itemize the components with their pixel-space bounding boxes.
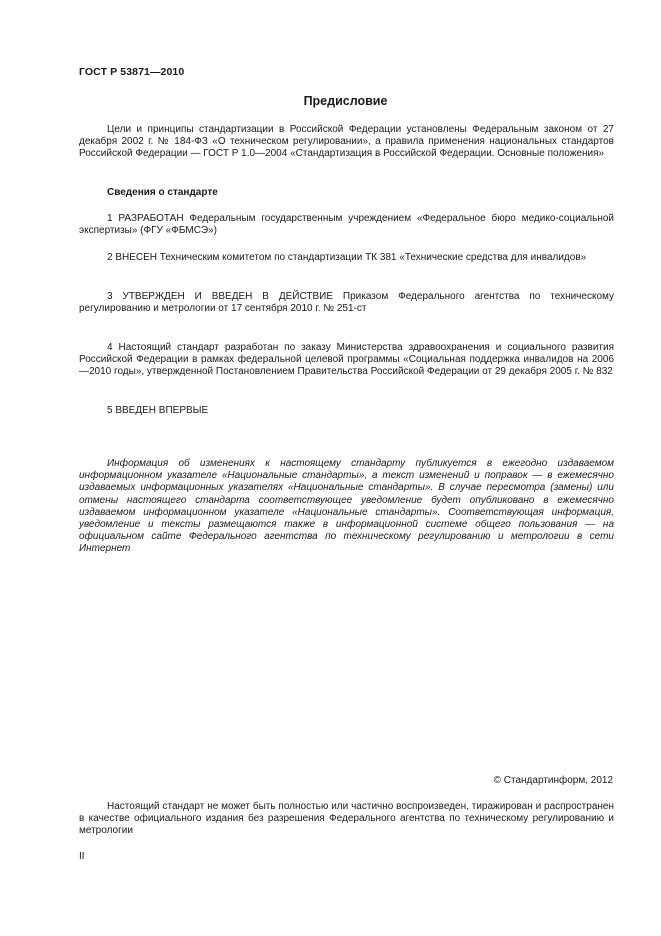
info-item-3: 3 УТВЕРЖДЕН И ВВЕДЕН В ДЕЙСТВИЕ Приказом Федерального агентства по техническому регулированию и метрологии от 17 сентября 2010 г. № 251-ст	[79, 291, 614, 315]
section-title: Сведения о стандарте	[107, 187, 218, 198]
page-number: II	[79, 851, 85, 862]
info-item-5: 5 ВВЕДЕН ВПЕРВЫЕ	[107, 405, 209, 416]
info-item-2: 2 ВНЕСЕН Техническим комитетом по стандартизации ТК 381 «Технические средства для инвалидов»	[107, 252, 587, 263]
intro-paragraph: Цели и принципы стандартизации в Российской Федерации установлены Федеральным законом от 27 декабря 2002 г. № 184-ФЗ «О техническом регулировании», а правила применения национальных стандартов Российской Федерации — ГОСТ Р 1.0—2004 «Стандартизация в Российской Федерации. Основные положения»	[79, 124, 614, 160]
info-item-4: 4 Настоящий стандарт разработан по заказу Министерства здравоохранения и социального развития Российской Федерации в рамках федеральной целевой программы «Социальная поддержка инвалидов на 2006—2010 годы», утвержденной Постановлением Правительства Российской Федерации от 29 декабря 2005 г. № 832	[79, 342, 614, 378]
copyright-line: © Стандартинформ, 2012	[493, 775, 613, 786]
document-id-header: ГОСТ Р 53871—2010	[79, 66, 185, 78]
page-title: Предисловие	[303, 94, 388, 108]
reproduction-notice: Настоящий стандарт не может быть полностью или частично воспроизведен, тиражирован и распространен в качестве официального издания без разрешения Федерального агентства по техническому регулированию и метрологии	[79, 801, 614, 837]
info-item-1: 1 РАЗРАБОТАН Федеральным государственным учреждением «Федеральное бюро медико-социальной экспертизы» (ФГУ «ФБМСЭ»)	[79, 213, 614, 237]
notice-paragraph: Информация об изменениях к настоящему стандарту публикуется в ежегодно издаваемом информационном указателе «Национальные стандарты», а текст изменений и поправок — в ежемесячно издаваемых информационных указателях «Национальные стандарты». В случае пересмотра (замены) или отмены настоящего стандарта соответствующее уведомление будет опубликовано в ежемесячно издаваемом информационном указателе «Национальные стандарты». Соответствующая информация, уведомление и тексты размещаются также в информационной системе общего пользования — на официальном сайте Федерального агентства по техническому регулированию и метрологии в сети Интернет	[79, 458, 614, 555]
